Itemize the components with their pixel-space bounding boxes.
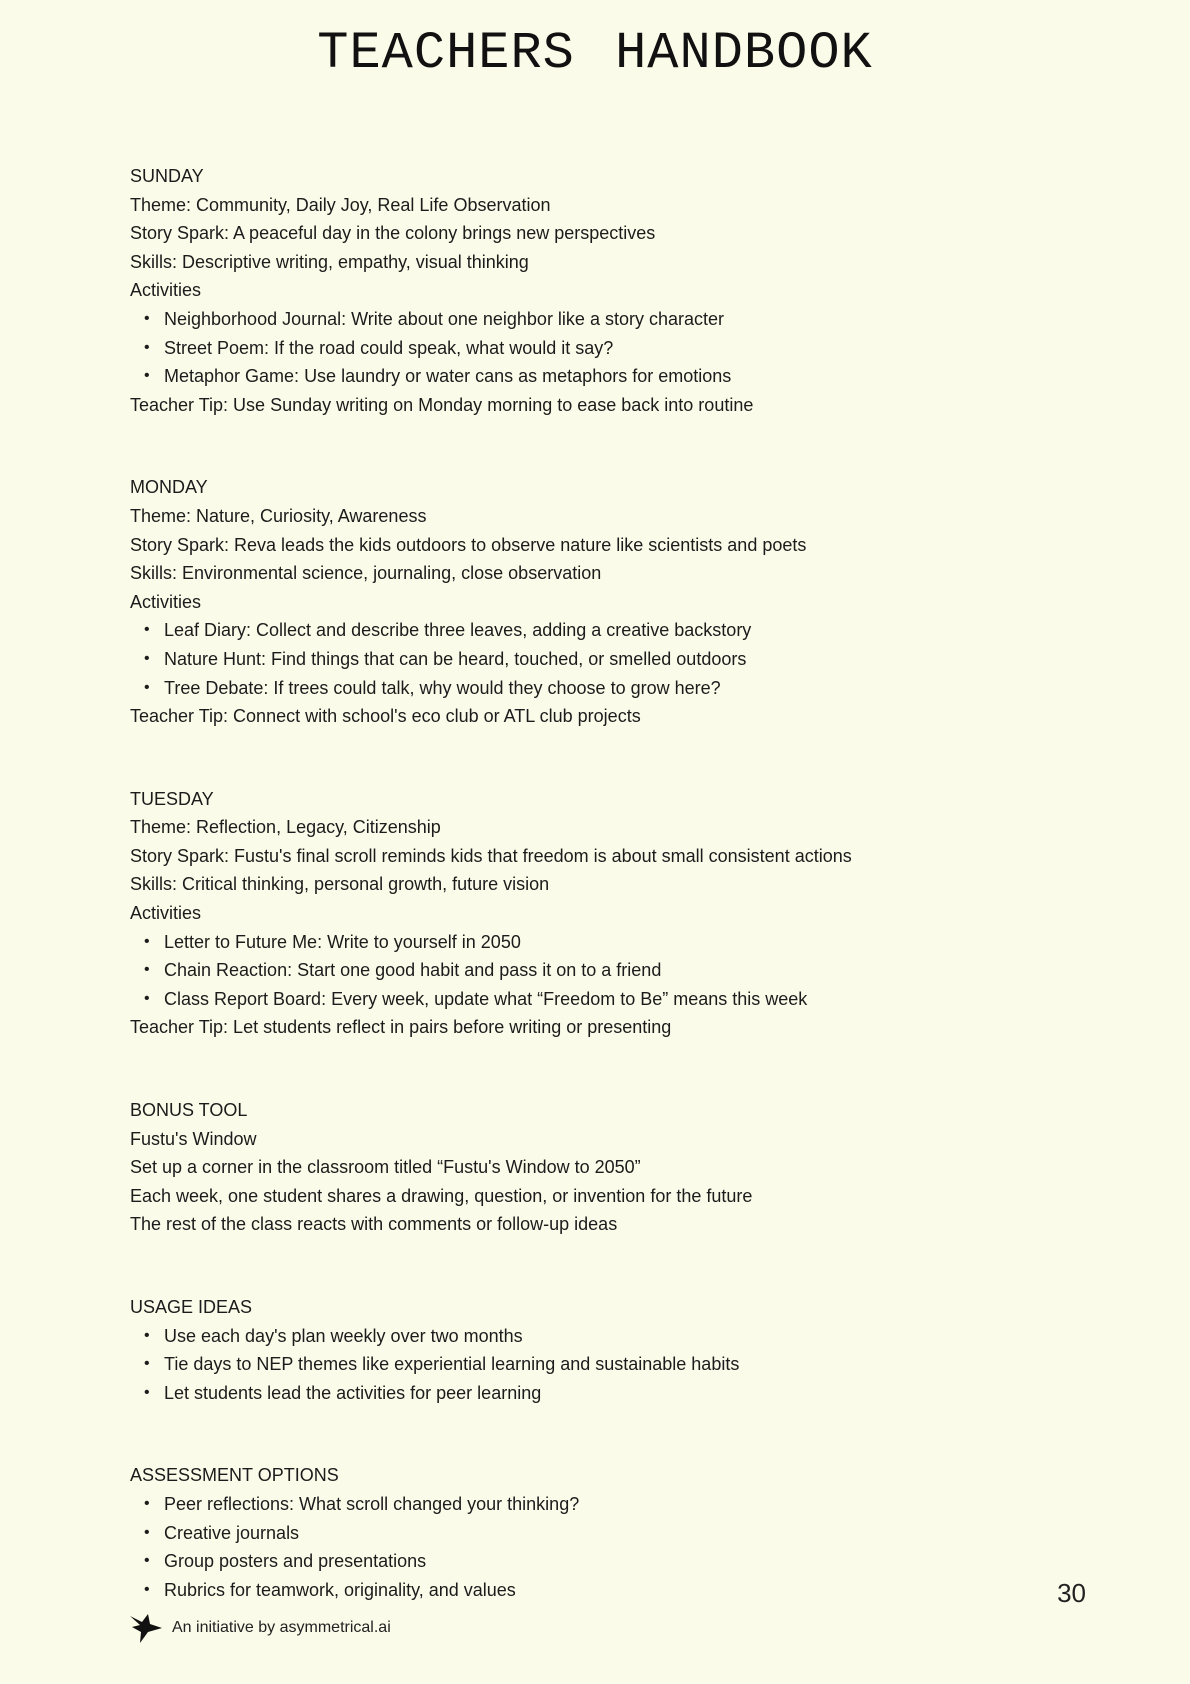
teacher-tip-line: Teacher Tip: Connect with school's eco club or ATL club projects [130, 706, 641, 727]
handbook-content [130, 162, 1090, 1604]
activities-label: Activities [130, 280, 202, 301]
theme-line: Theme: Nature, Curiosity, Awareness [130, 505, 427, 526]
activities-list [130, 616, 1090, 702]
section-assessment-options [130, 1461, 1090, 1604]
activities-label: Activities [130, 591, 202, 612]
list-item: • Rubrics for teamwork, originality, and values [144, 1576, 1090, 1605]
story-spark-line: Story Spark: Reva leads the kids outdoors to observe nature like scientists and poets [130, 534, 807, 555]
skills-line: Skills: Environmental science, journaling, close observation [130, 563, 602, 584]
list-item: • Letter to Future Me: Write to yourself in 2050 [144, 928, 1090, 957]
list-item: • Leaf Diary: Collect and describe three leaves, adding a creative backstory [144, 616, 1090, 645]
activities-label: Activities [130, 903, 202, 924]
story-spark-line: Story Spark: Fustu's final scroll reminds kids that freedom is about small consistent actions [130, 845, 852, 866]
activities-list [130, 928, 1090, 1014]
bonus-line: Each week, one student shares a drawing, question, or invention for the future [130, 1185, 753, 1206]
section-heading: USAGE IDEAS [130, 1297, 253, 1317]
story-spark-line: Story Spark: A peaceful day in the colony brings new perspectives [130, 223, 656, 244]
bonus-line: Fustu's Window [130, 1128, 257, 1149]
list-item: • Class Report Board: Every week, update what “Freedom to Be” means this week [144, 985, 1090, 1014]
activities-list [130, 305, 1090, 391]
bird-logo-icon [128, 1610, 164, 1646]
list-item: • Creative journals [144, 1519, 1090, 1548]
list-item: • Tie days to NEP themes like experiential learning and sustainable habits [144, 1350, 1090, 1379]
list-item: • Let students lead the activities for peer learning [144, 1379, 1090, 1408]
list-item: • Group posters and presentations [144, 1547, 1090, 1576]
section-sunday [130, 162, 1090, 419]
section-tuesday [130, 785, 1090, 1042]
section-heading: TUESDAY [130, 788, 214, 809]
section-heading: ASSESSMENT OPTIONS [130, 1465, 339, 1486]
section-usage-ideas [130, 1293, 1090, 1407]
section-heading: BONUS TOOL [130, 1100, 248, 1121]
teacher-tip-line: Teacher Tip: Use Sunday writing on Monday morning to ease back into routine [130, 394, 754, 415]
list-item: • Chain Reaction: Start one good habit and pass it on to a friend [144, 956, 1090, 985]
skills-line: Skills: Critical thinking, personal growth, future vision [130, 874, 550, 895]
page-number: 30 [1057, 1578, 1086, 1608]
bonus-line: Set up a corner in the classroom titled “Fustu's Window to 2050” [130, 1157, 641, 1178]
list-item: • Use each day's plan weekly over two months [144, 1322, 1090, 1351]
skills-line: Skills: Descriptive writing, empathy, visual thinking [130, 251, 529, 272]
list-item: • Tree Debate: If trees could talk, why would they choose to grow here? [144, 674, 1090, 703]
bonus-line: The rest of the class reacts with comments or follow-up ideas [130, 1214, 618, 1235]
theme-line: Theme: Community, Daily Joy, Real Life Observation [130, 194, 551, 215]
list-item: • Neighborhood Journal: Write about one neighbor like a story character [144, 305, 1090, 334]
teacher-tip-line: Teacher Tip: Let students reflect in pairs before writing or presenting [130, 1017, 672, 1038]
assessment-list [130, 1490, 1090, 1604]
theme-line: Theme: Reflection, Legacy, Citizenship [130, 817, 441, 838]
page-title: TEACHERS HANDBOOK [317, 24, 873, 83]
usage-list [130, 1322, 1090, 1408]
section-heading: SUNDAY [130, 166, 204, 186]
footer [128, 1610, 391, 1646]
section-heading: MONDAY [130, 477, 208, 498]
footer-tagline: An initiative by asymmetrical.ai [172, 1619, 391, 1636]
section-monday [130, 473, 1090, 730]
section-bonus-tool [130, 1096, 1090, 1239]
list-item: • Nature Hunt: Find things that can be heard, touched, or smelled outdoors [144, 645, 1090, 674]
list-item: • Peer reflections: What scroll changed your thinking? [144, 1490, 1090, 1519]
list-item: • Street Poem: If the road could speak, what would it say? [144, 334, 1090, 363]
list-item: • Metaphor Game: Use laundry or water cans as metaphors for emotions [144, 362, 1090, 391]
